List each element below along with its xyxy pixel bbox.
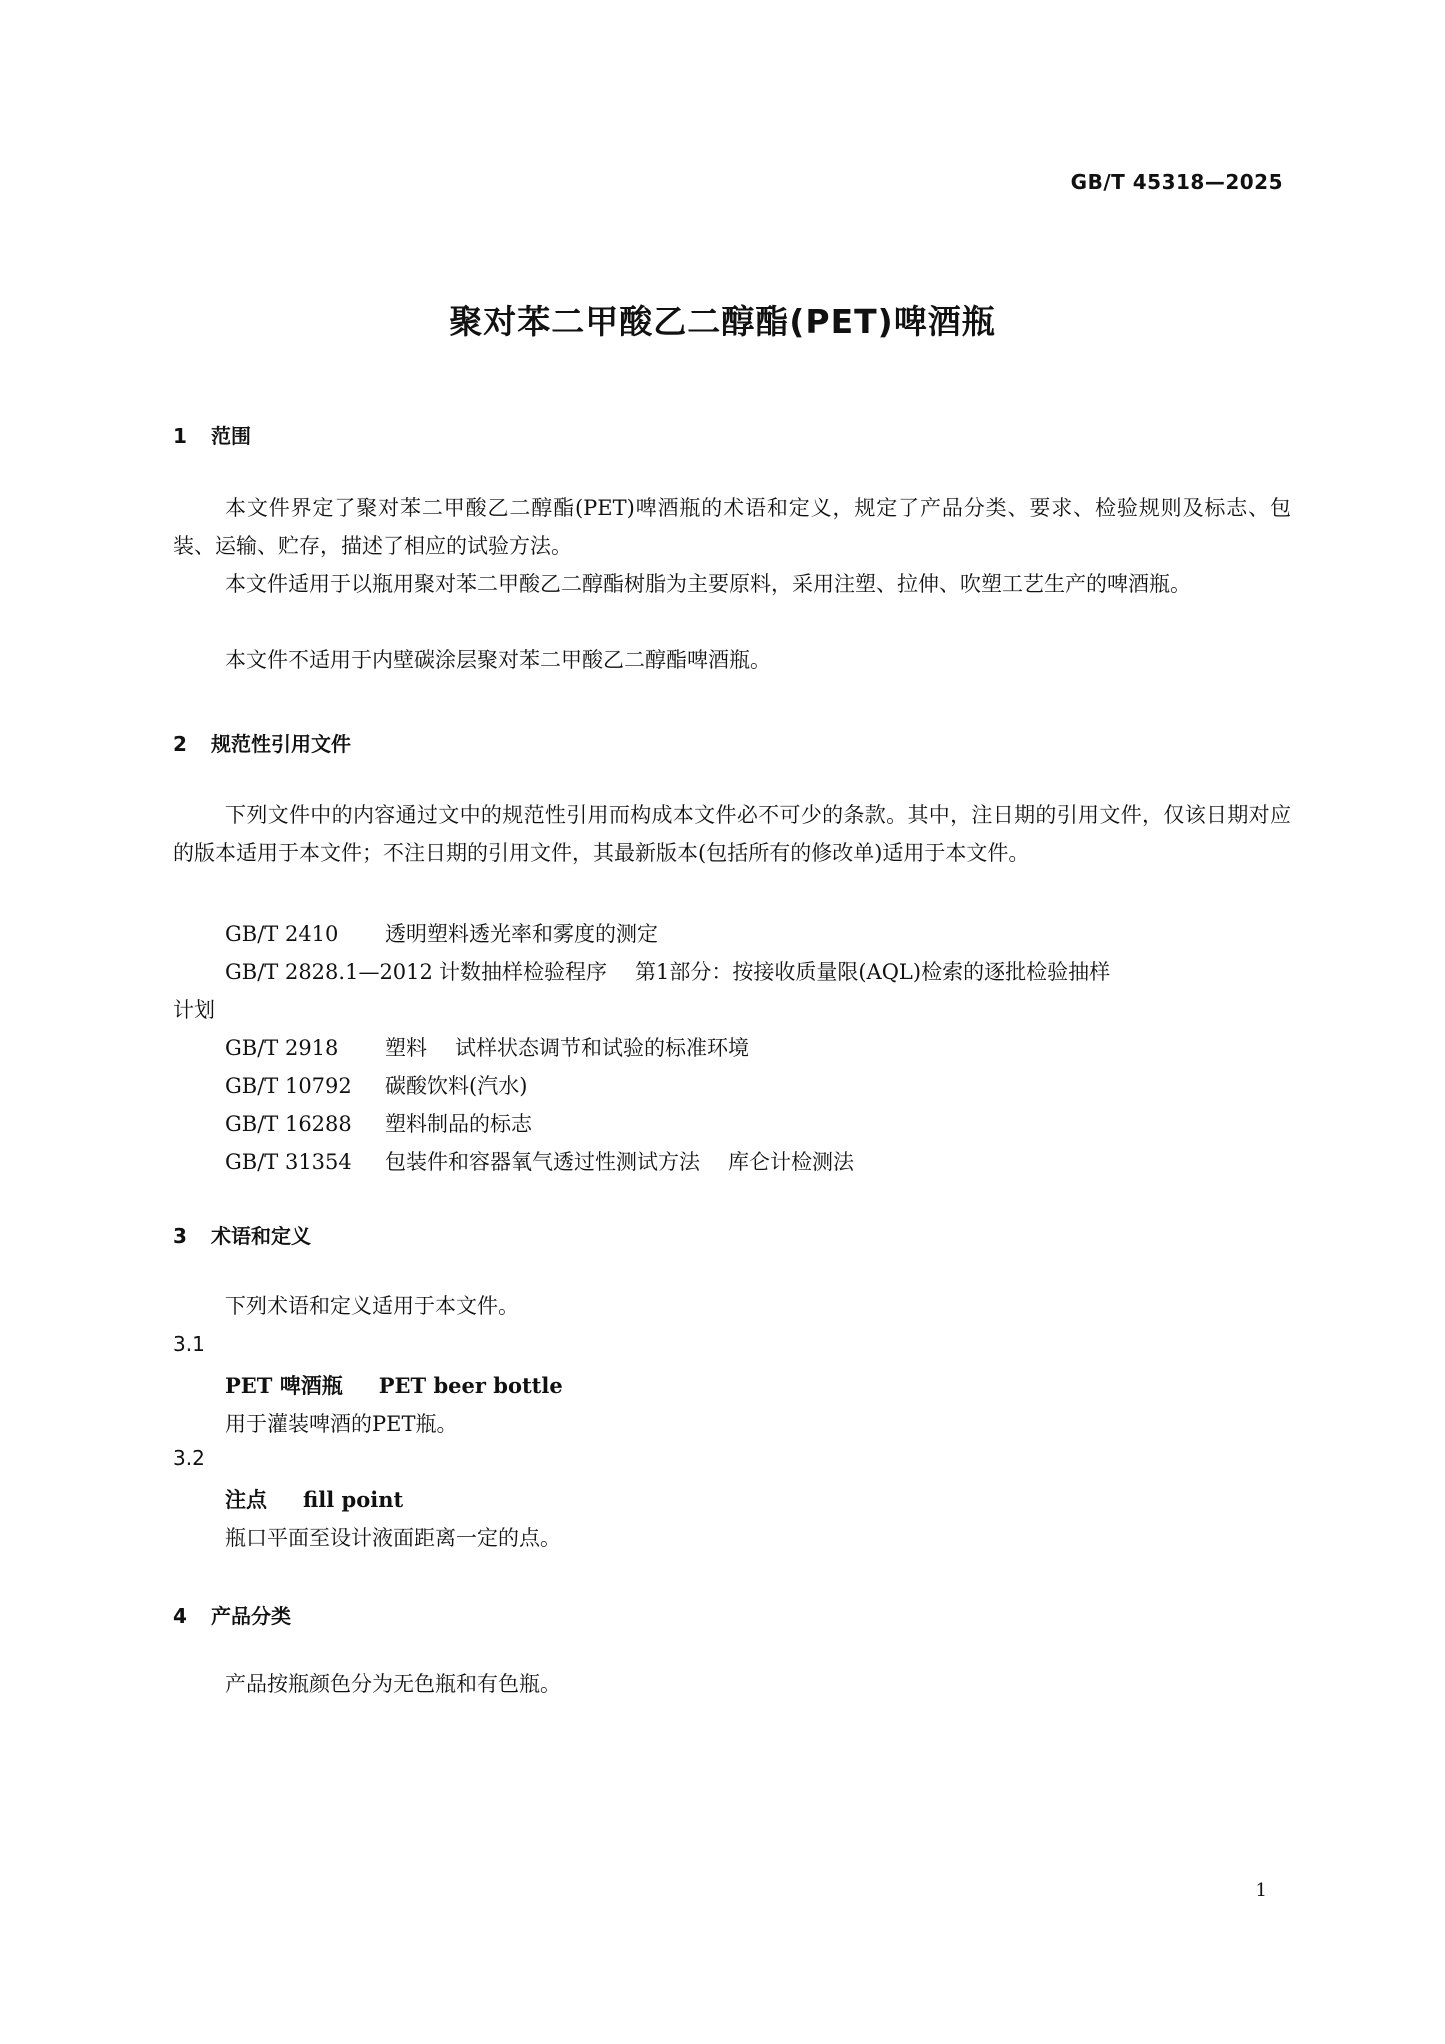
section-1-heading: [173, 420, 251, 449]
section-number: 2: [173, 732, 187, 756]
reference-title: 透明塑料透光率和雾度的测定: [385, 922, 658, 946]
section-title: 产品分类: [211, 1604, 291, 1628]
reference-title: 碳酸饮料(汽水): [385, 1074, 528, 1098]
term-en: PET beer bottle: [378, 1373, 563, 1398]
paragraph: 本文件适用于以瓶用聚对苯二甲酸乙二醇酯树脂为主要原料，采用注塑、拉伸、吹塑工艺生产的啤酒瓶。: [225, 572, 1191, 596]
paragraph: 下列文件中的内容通过文中的规范性引用而构成本文件必不可少的条款。其中，注日期的引用文件，仅该日期对应的版本适用于本文件；不注日期的引用文件，其最新版本(包括所有的修改单)适用于本文件。: [173, 803, 1291, 865]
reference-item: [225, 1108, 532, 1138]
term-number: 3.1: [173, 1332, 205, 1356]
reference-code: GB/T 2828.1—2012: [225, 960, 433, 984]
section-3-heading: [173, 1220, 311, 1249]
reference-item: [225, 1032, 749, 1062]
section-number: 1: [173, 424, 187, 448]
paragraph: 产品按瓶颜色分为无色瓶和有色瓶。: [225, 1672, 561, 1696]
reference-subtitle: 第1部分：按接收质量限(AQL)检索的逐批检验抽样: [635, 960, 1111, 984]
reference-title: 塑料制品的标志: [385, 1112, 532, 1136]
section-number: 3: [173, 1224, 187, 1248]
document-title: 聚对苯二甲酸乙二醇酯(PET)啤酒瓶: [449, 302, 996, 341]
page-number: 1: [1255, 1880, 1267, 1901]
term-en: fill point: [303, 1487, 404, 1512]
reference-item: [225, 1070, 527, 1100]
reference-item: [225, 918, 658, 948]
section-title: 术语和定义: [211, 1224, 311, 1248]
reference-title: 计数抽样检验程序: [439, 960, 607, 984]
term-cn: PET 啤酒瓶: [225, 1373, 343, 1398]
reference-subtitle: 试样状态调节和试验的标准环境: [455, 1036, 749, 1060]
reference-code: GB/T 16288: [225, 1112, 352, 1136]
paragraph: 本文件不适用于内壁碳涂层聚对苯二甲酸乙二醇酯啤酒瓶。: [225, 648, 771, 672]
reference-subtitle: 库仑计检测法: [728, 1150, 854, 1174]
section-2-heading: [173, 728, 351, 757]
section-number: 4: [173, 1604, 187, 1628]
reference-code: GB/T 2918: [225, 1036, 339, 1060]
reference-title: 塑料: [385, 1036, 427, 1060]
term-number: 3.2: [173, 1446, 205, 1470]
paragraph: 本文件界定了聚对苯二甲酸乙二醇酯(PET)啤酒瓶的术语和定义，规定了产品分类、要求、检验规则及标志、包装、运输、贮存，描述了相应的试验方法。: [173, 496, 1291, 558]
term-definition: 瓶口平面至设计液面距离一定的点。: [225, 1526, 561, 1550]
section-4-heading: [173, 1600, 291, 1629]
reference-title: 包装件和容器氧气透过性测试方法: [385, 1150, 700, 1174]
term-definition: 用于灌装啤酒的PET瓶。: [225, 1412, 458, 1436]
term-cn: 注点: [225, 1487, 267, 1512]
term-entry: [225, 1370, 563, 1400]
reference-item: [225, 956, 1110, 986]
term-entry: [225, 1484, 403, 1514]
reference-continuation: 计划: [173, 998, 215, 1022]
section-title: 范围: [211, 424, 251, 448]
reference-code: GB/T 31354: [225, 1150, 352, 1174]
section-intro: 下列术语和定义适用于本文件。: [225, 1294, 519, 1318]
section-title: 规范性引用文件: [211, 732, 351, 756]
reference-code: GB/T 2410: [225, 922, 339, 946]
reference-code: GB/T 10792: [225, 1074, 352, 1098]
reference-item: [225, 1146, 854, 1176]
standard-number: GB/T 45318—2025: [1070, 170, 1283, 194]
